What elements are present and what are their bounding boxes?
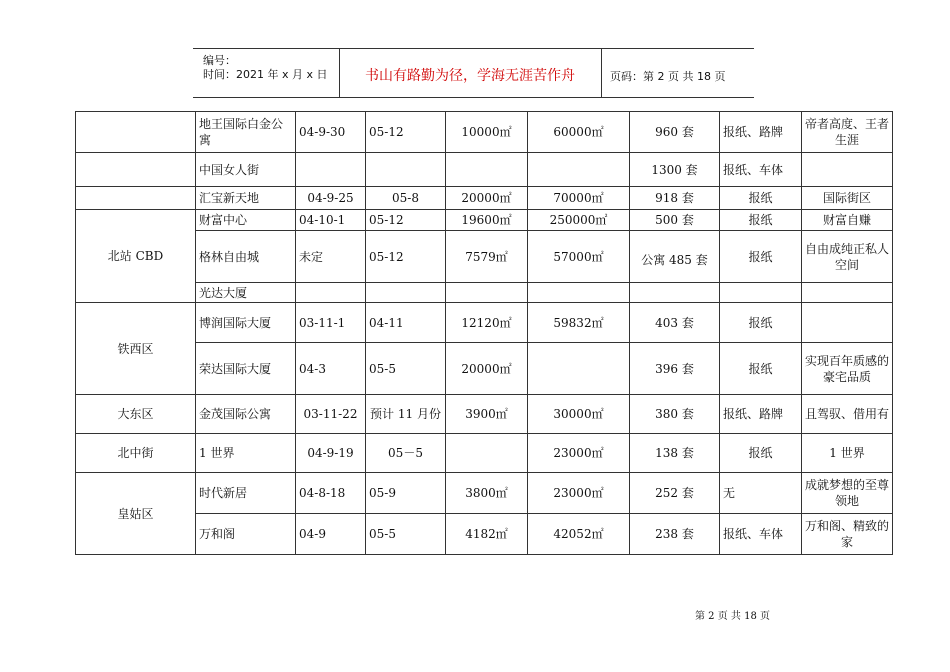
unit-count: 公寓 485 套 (630, 231, 720, 283)
time-label: 时间：2021 年 x 月 x 日 (203, 68, 328, 81)
media (720, 283, 802, 303)
land-area: 4182㎡ (446, 514, 528, 555)
open-date: 04-10-1 (296, 210, 366, 231)
delivery-date: 05-12 (366, 112, 446, 153)
project-name: 时代新居 (196, 473, 296, 514)
open-date (296, 283, 366, 303)
land-area (446, 153, 528, 187)
unit-count: 396 套 (630, 343, 720, 395)
unit-count: 403 套 (630, 303, 720, 343)
header-page-cell (602, 49, 754, 97)
unit-count: 1300 套 (630, 153, 720, 187)
building-area: 59832㎡ (528, 303, 630, 343)
land-area: 12120㎡ (446, 303, 528, 343)
building-area: 23000㎡ (528, 434, 630, 473)
page-footer: 第 2 页 共 18 页 (695, 611, 770, 622)
project-name: 万和阁 (196, 514, 296, 555)
open-date: 04-9-19 (296, 434, 366, 473)
open-date: 04-3 (296, 343, 366, 395)
table-row (76, 343, 893, 395)
building-area: 60000㎡ (528, 112, 630, 153)
building-area: 57000㎡ (528, 231, 630, 283)
table-row (76, 210, 893, 231)
motto: 书山有路勤为径，学海无涯苦作舟 (365, 68, 575, 84)
media: 报纸 (720, 303, 802, 343)
slogan: 国际街区 (802, 187, 893, 210)
open-date: 04-9-30 (296, 112, 366, 153)
building-area (528, 283, 630, 303)
header-meta (193, 49, 340, 97)
project-name: 汇宝新天地 (196, 187, 296, 210)
media: 报纸、车体 (720, 153, 802, 187)
land-area: 10000㎡ (446, 112, 528, 153)
header-motto-cell (339, 49, 602, 97)
table-row (76, 231, 893, 283)
district-cell: 大东区 (76, 395, 196, 434)
slogan: 万和阁、精致的家 (802, 514, 893, 555)
media: 报纸、路牌 (720, 395, 802, 434)
slogan: 自由成纯正私人空间 (802, 231, 893, 283)
project-name: 中国女人街 (196, 153, 296, 187)
open-date (296, 153, 366, 187)
unit-count: 500 套 (630, 210, 720, 231)
building-area: 23000㎡ (528, 473, 630, 514)
table-row (76, 303, 893, 343)
project-name: 光达大厦 (196, 283, 296, 303)
delivery-date: 05－5 (366, 434, 446, 473)
media: 报纸 (720, 210, 802, 231)
building-area: 42052㎡ (528, 514, 630, 555)
page-header (193, 48, 754, 98)
delivery-date: 05-9 (366, 473, 446, 514)
open-date: 04-9 (296, 514, 366, 555)
media: 报纸 (720, 343, 802, 395)
unit-count: 252 套 (630, 473, 720, 514)
building-area (528, 343, 630, 395)
land-area: 3800㎡ (446, 473, 528, 514)
media: 报纸 (720, 231, 802, 283)
table-row (76, 473, 893, 514)
slogan (802, 283, 893, 303)
unit-count: 960 套 (630, 112, 720, 153)
district-cell: 北站 CBD (76, 210, 196, 303)
delivery-date: 预计 11 月份 (366, 395, 446, 434)
media: 报纸 (720, 187, 802, 210)
unit-count: 238 套 (630, 514, 720, 555)
district-cell (76, 187, 196, 210)
delivery-date: 04-11 (366, 303, 446, 343)
district-cell: 铁西区 (76, 303, 196, 395)
delivery-date: 05-5 (366, 343, 446, 395)
project-name: 荣达国际大厦 (196, 343, 296, 395)
slogan (802, 303, 893, 343)
district-cell: 北中街 (76, 434, 196, 473)
project-name: 地王国际白金公寓 (196, 112, 296, 153)
unit-count (630, 283, 720, 303)
building-area: 70000㎡ (528, 187, 630, 210)
slogan: 帝者高度、王者生涯 (802, 112, 893, 153)
media: 无 (720, 473, 802, 514)
delivery-date: 05-12 (366, 231, 446, 283)
project-name: 1 世界 (196, 434, 296, 473)
media: 报纸 (720, 434, 802, 473)
delivery-date (366, 153, 446, 187)
unit-count: 138 套 (630, 434, 720, 473)
project-name: 财富中心 (196, 210, 296, 231)
project-name: 格林自由城 (196, 231, 296, 283)
slogan (802, 153, 893, 187)
building-area: 30000㎡ (528, 395, 630, 434)
table-row (76, 187, 893, 210)
open-date: 03-11-1 (296, 303, 366, 343)
district-cell (76, 153, 196, 187)
district-cell: 皇姑区 (76, 473, 196, 555)
open-date: 03-11-22 (296, 395, 366, 434)
unit-count: 918 套 (630, 187, 720, 210)
delivery-date: 05-12 (366, 210, 446, 231)
media: 报纸、路牌 (720, 112, 802, 153)
land-area: 19600㎡ (446, 210, 528, 231)
project-name: 博润国际大厦 (196, 303, 296, 343)
table-row (76, 514, 893, 555)
delivery-date: 05-8 (366, 187, 446, 210)
table-row (76, 434, 893, 473)
delivery-date: 05-5 (366, 514, 446, 555)
table-row (76, 153, 893, 187)
unit-count: 380 套 (630, 395, 720, 434)
page-label: 页码：第 2 页 共 18 页 (610, 70, 726, 83)
table-row (76, 283, 893, 303)
project-table (75, 111, 893, 555)
land-area: 20000㎡ (446, 343, 528, 395)
slogan: 成就梦想的至尊领地 (802, 473, 893, 514)
land-area: 7579㎡ (446, 231, 528, 283)
land-area (446, 434, 528, 473)
media: 报纸、车体 (720, 514, 802, 555)
building-area: 250000㎡ (528, 210, 630, 231)
slogan: 实现百年质感的豪宅品质 (802, 343, 893, 395)
land-area: 3900㎡ (446, 395, 528, 434)
open-date: 未定 (296, 231, 366, 283)
slogan: 且驾驭、借用有 (802, 395, 893, 434)
slogan: 1 世界 (802, 434, 893, 473)
table-row (76, 112, 893, 153)
building-area (528, 153, 630, 187)
project-name: 金茂国际公寓 (196, 395, 296, 434)
land-area (446, 283, 528, 303)
district-cell (76, 112, 196, 153)
slogan: 财富自赚 (802, 210, 893, 231)
open-date: 04-9-25 (296, 187, 366, 210)
land-area: 20000㎡ (446, 187, 528, 210)
table-row (76, 395, 893, 434)
open-date: 04-8-18 (296, 473, 366, 514)
delivery-date (366, 283, 446, 303)
number-label: 编号： (203, 54, 236, 67)
